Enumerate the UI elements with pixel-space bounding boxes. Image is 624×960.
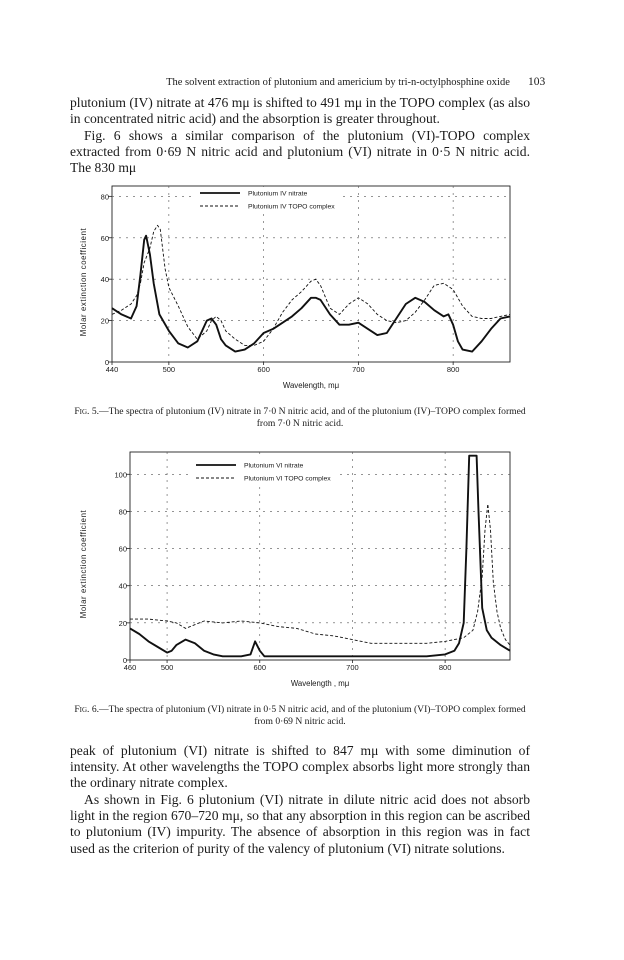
- fig6-legend-label-2: Plutonium VI TOPO complex: [244, 475, 331, 483]
- fig6-x-tick-label: 500: [160, 663, 174, 672]
- fig5-x-tick-label: 600: [257, 365, 270, 374]
- figure-6-caption: [70, 704, 530, 727]
- fig5-y-tick-label: 40: [100, 275, 109, 285]
- figure-6-caption-text: —The spectra of plutonium (VI) nitrate in 0·5 N nitric acid, and of the plutonium (VI)–TOPO complex formed from 0·69 N nitric acid.: [99, 704, 526, 727]
- fig6-y-tick-label: 80: [118, 507, 127, 517]
- fig5-legend-label-1: Plutonium IV nitrate: [248, 190, 308, 198]
- fig5-y-tick-label: 0: [104, 358, 109, 367]
- fig6-y-tick-label: 60: [118, 544, 127, 554]
- fig6-x-tick-label: 800: [438, 663, 452, 672]
- fig6-y-tick-label: 0: [122, 656, 127, 665]
- fig5-legend-label-2: Plutonium IV TOPO complex: [248, 203, 335, 211]
- figure-5-caption-text: —The spectra of plutonium (IV) nitrate in 7·0 N nitric acid, and of the plutonium (IV)–TOPO complex formed from 7·0 N nitric acid.: [99, 406, 526, 429]
- fig6-x-tick-label: 600: [253, 663, 267, 672]
- fig6-x-tick-label: 700: [346, 663, 359, 672]
- paragraph-top-2: Fig. 6 shows a similar comparison of the plutonium (VI)-TOPO complex extracted from 0·69 N nitric acid and plutonium (VI) nitrate in 0·5 N nitric acid. The 830 mμ: [70, 128, 530, 176]
- fig5-series-2-line: [112, 225, 510, 345]
- fig6-legend-label-1: Plutonium VI nitrate: [244, 462, 304, 470]
- figure-6-caption-label: Fig. 6.: [74, 704, 100, 715]
- fig5-x-tick-label: 700: [352, 365, 365, 374]
- page-number: 103: [528, 76, 546, 88]
- figure-5-chart: [70, 178, 530, 400]
- fig6-y-axis-label: Molar extinction coefficient: [79, 509, 88, 619]
- paragraph-bottom-1: peak of plutonium (VI) nitrate is shifted to 847 mμ with some diminution of intensity. At other wavelengths the TOPO complex absorbs light more strongly than the ordinary nitrate complex.: [70, 743, 530, 791]
- fig5-x-tick-label: 500: [162, 365, 176, 374]
- figure-5-caption-label: Fig. 5.: [74, 406, 100, 417]
- figure-6-chart: [70, 444, 530, 700]
- fig5-x-tick-label: 440: [105, 365, 119, 374]
- fig5-y-tick-label: 20: [100, 316, 109, 326]
- fig5-x-tick-label: 800: [446, 365, 460, 374]
- fig6-series-2-line: [130, 504, 510, 645]
- fig6-y-tick-label: 100: [114, 470, 127, 480]
- fig5-y-tick-label: 60: [100, 233, 109, 243]
- fig6-x-axis-label: Wavelength , mμ: [290, 679, 350, 688]
- paragraph-top-1: plutonium (IV) nitrate at 476 mμ is shifted to 491 mμ in the TOPO complex (as also in concentrated nitric acid) and the absorption is greater throughout.: [70, 95, 530, 127]
- fig5-x-axis-label: Wavelength, mμ: [282, 381, 340, 390]
- fig6-x-tick-label: 460: [123, 663, 137, 672]
- figure-5-caption: [70, 406, 530, 429]
- running-head: The solvent extraction of plutonium and americium by tri-n-octylphosphine oxide: [166, 77, 510, 88]
- fig5-y-tick-label: 80: [100, 192, 109, 202]
- fig6-y-tick-label: 20: [118, 618, 127, 628]
- fig5-y-axis-label: Molar extinction coefficient: [79, 227, 88, 337]
- paragraph-bottom-2: As shown in Fig. 6 plutonium (VI) nitrate in dilute nitric acid does not absorb light in the region 670–720 mμ, so that any absorption in this region can be ascribed to plutonium (IV) impurity. The absence of absorption in this region was in fact used as the criterion of purity of the valency of plutonium (VI) nitrate solutions.: [70, 792, 530, 856]
- fig6-y-tick-label: 40: [118, 581, 127, 591]
